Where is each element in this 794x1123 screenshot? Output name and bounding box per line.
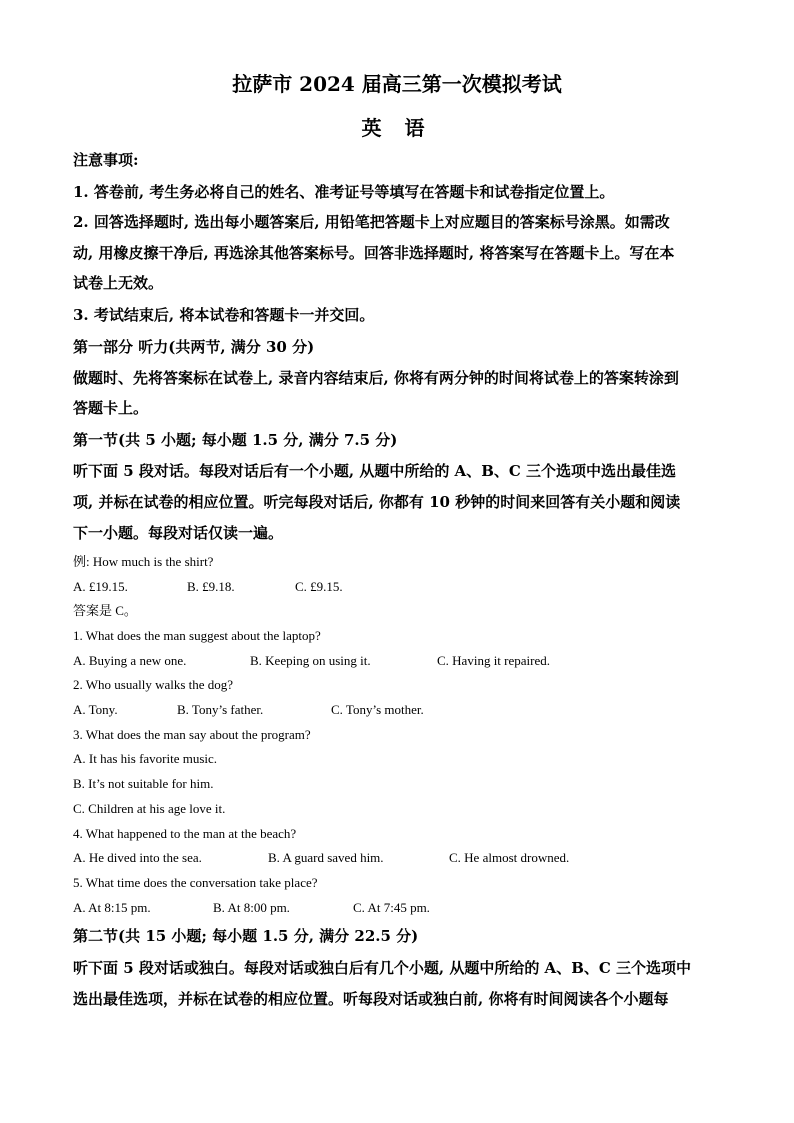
question-2: 2. Who usually walks the dog? [73, 677, 234, 692]
question-5: 5. What time does the conversation take place? [73, 875, 318, 890]
q5-option-b: B. At 8:00 pm. [213, 900, 290, 915]
note-item-2-line2: 动, 用橡皮擦干净后, 再选涂其他答案标号。回答非选择题时, 将答案写在答题卡上。写在本 [73, 244, 675, 262]
q5-option-a: A. At 8:15 pm. [73, 900, 151, 915]
section2-intro-line1: 听下面 5 段对话或独白。每段对话或独白后有几个小题, 从题中所给的 A、B、C 三个选项中 [73, 959, 692, 977]
subject-title: 英 语 [361, 116, 433, 140]
q2-option-b: B. Tony’s father. [177, 702, 264, 717]
question-4: 4. What happened to the man at the beach? [73, 826, 297, 841]
q2-option-a: A. Tony. [73, 702, 118, 717]
q2-option-c: C. Tony’s mother. [331, 702, 424, 717]
q1-option-b: B. Keeping on using it. [250, 653, 371, 668]
q1-option-c: C. Having it repaired. [437, 653, 550, 668]
q4-option-a: A. He dived into the sea. [73, 850, 202, 865]
note-item-1: 1. 答卷前, 考生务必将自己的姓名、准考证号等填写在答题卡和试卷指定位置上。 [73, 183, 615, 201]
example-option-b: B. £9.18. [187, 579, 235, 594]
example-option-c: C. £9.15. [295, 579, 343, 594]
notes-heading: 注意事项: [73, 151, 139, 169]
section2-heading: 第二节(共 15 小题; 每小题 1.5 分, 满分 22.5 分) [73, 927, 419, 945]
q3-option-a: A. It has his favorite music. [73, 751, 218, 766]
example-option-a: A. £19.15. [73, 579, 128, 594]
q3-option-b: B. It’s not suitable for him. [73, 776, 214, 791]
exam-title: 拉萨市 2024 届高三第一次模拟考试 [232, 72, 562, 96]
q5-option-c: C. At 7:45 pm. [353, 900, 430, 915]
section1-intro-line1: 听下面 5 段对话。每段对话后有一个小题, 从题中所给的 A、B、C 三个选项中选出最佳选 [73, 462, 677, 480]
q1-option-a: A. Buying a new one. [73, 653, 187, 668]
section2-intro-line2: 选出最佳选项，并标在试卷的相应位置。听每段对话或独白前, 你将有时间阅读各个小题每 [73, 990, 669, 1008]
part1-intro-line2: 答题卡上。 [73, 399, 149, 417]
note-item-2-line3: 试卷上无效。 [73, 274, 164, 292]
example-answer: 答案是 C。 [73, 603, 137, 618]
note-item-2-line1: 2. 回答选择题时, 选出每小题答案后, 用铅笔把答题卡上对应题目的答案标号涂黑。如需改 [73, 213, 670, 231]
section1-heading: 第一节(共 5 小题; 每小题 1.5 分, 满分 7.5 分) [73, 431, 398, 449]
q4-option-b: B. A guard saved him. [268, 850, 384, 865]
q3-option-c: C. Children at his age love it. [73, 801, 226, 816]
part1-heading: 第一部分 听力(共两节, 满分 30 分) [73, 338, 315, 356]
example-question: 例: How much is the shirt? [73, 554, 214, 569]
section1-intro-line3: 下一小题。每段对话仅读一遍。 [73, 524, 284, 542]
q4-option-c: C. He almost drowned. [449, 850, 570, 865]
note-item-3: 3. 考试结束后, 将本试卷和答题卡一并交回。 [73, 306, 375, 324]
section1-intro-line2: 项, 并标在试卷的相应位置。听完每段对话后, 你都有 10 秒钟的时间来回答有关小题和阅读 [73, 493, 681, 511]
part1-intro-line1: 做题时、先将答案标在试卷上, 录音内容结束后, 你将有两分钟的时间将试卷上的答案转涂到 [73, 369, 679, 387]
question-1: 1. What does the man suggest about the laptop? [73, 628, 321, 643]
question-3: 3. What does the man say about the program? [73, 727, 311, 742]
